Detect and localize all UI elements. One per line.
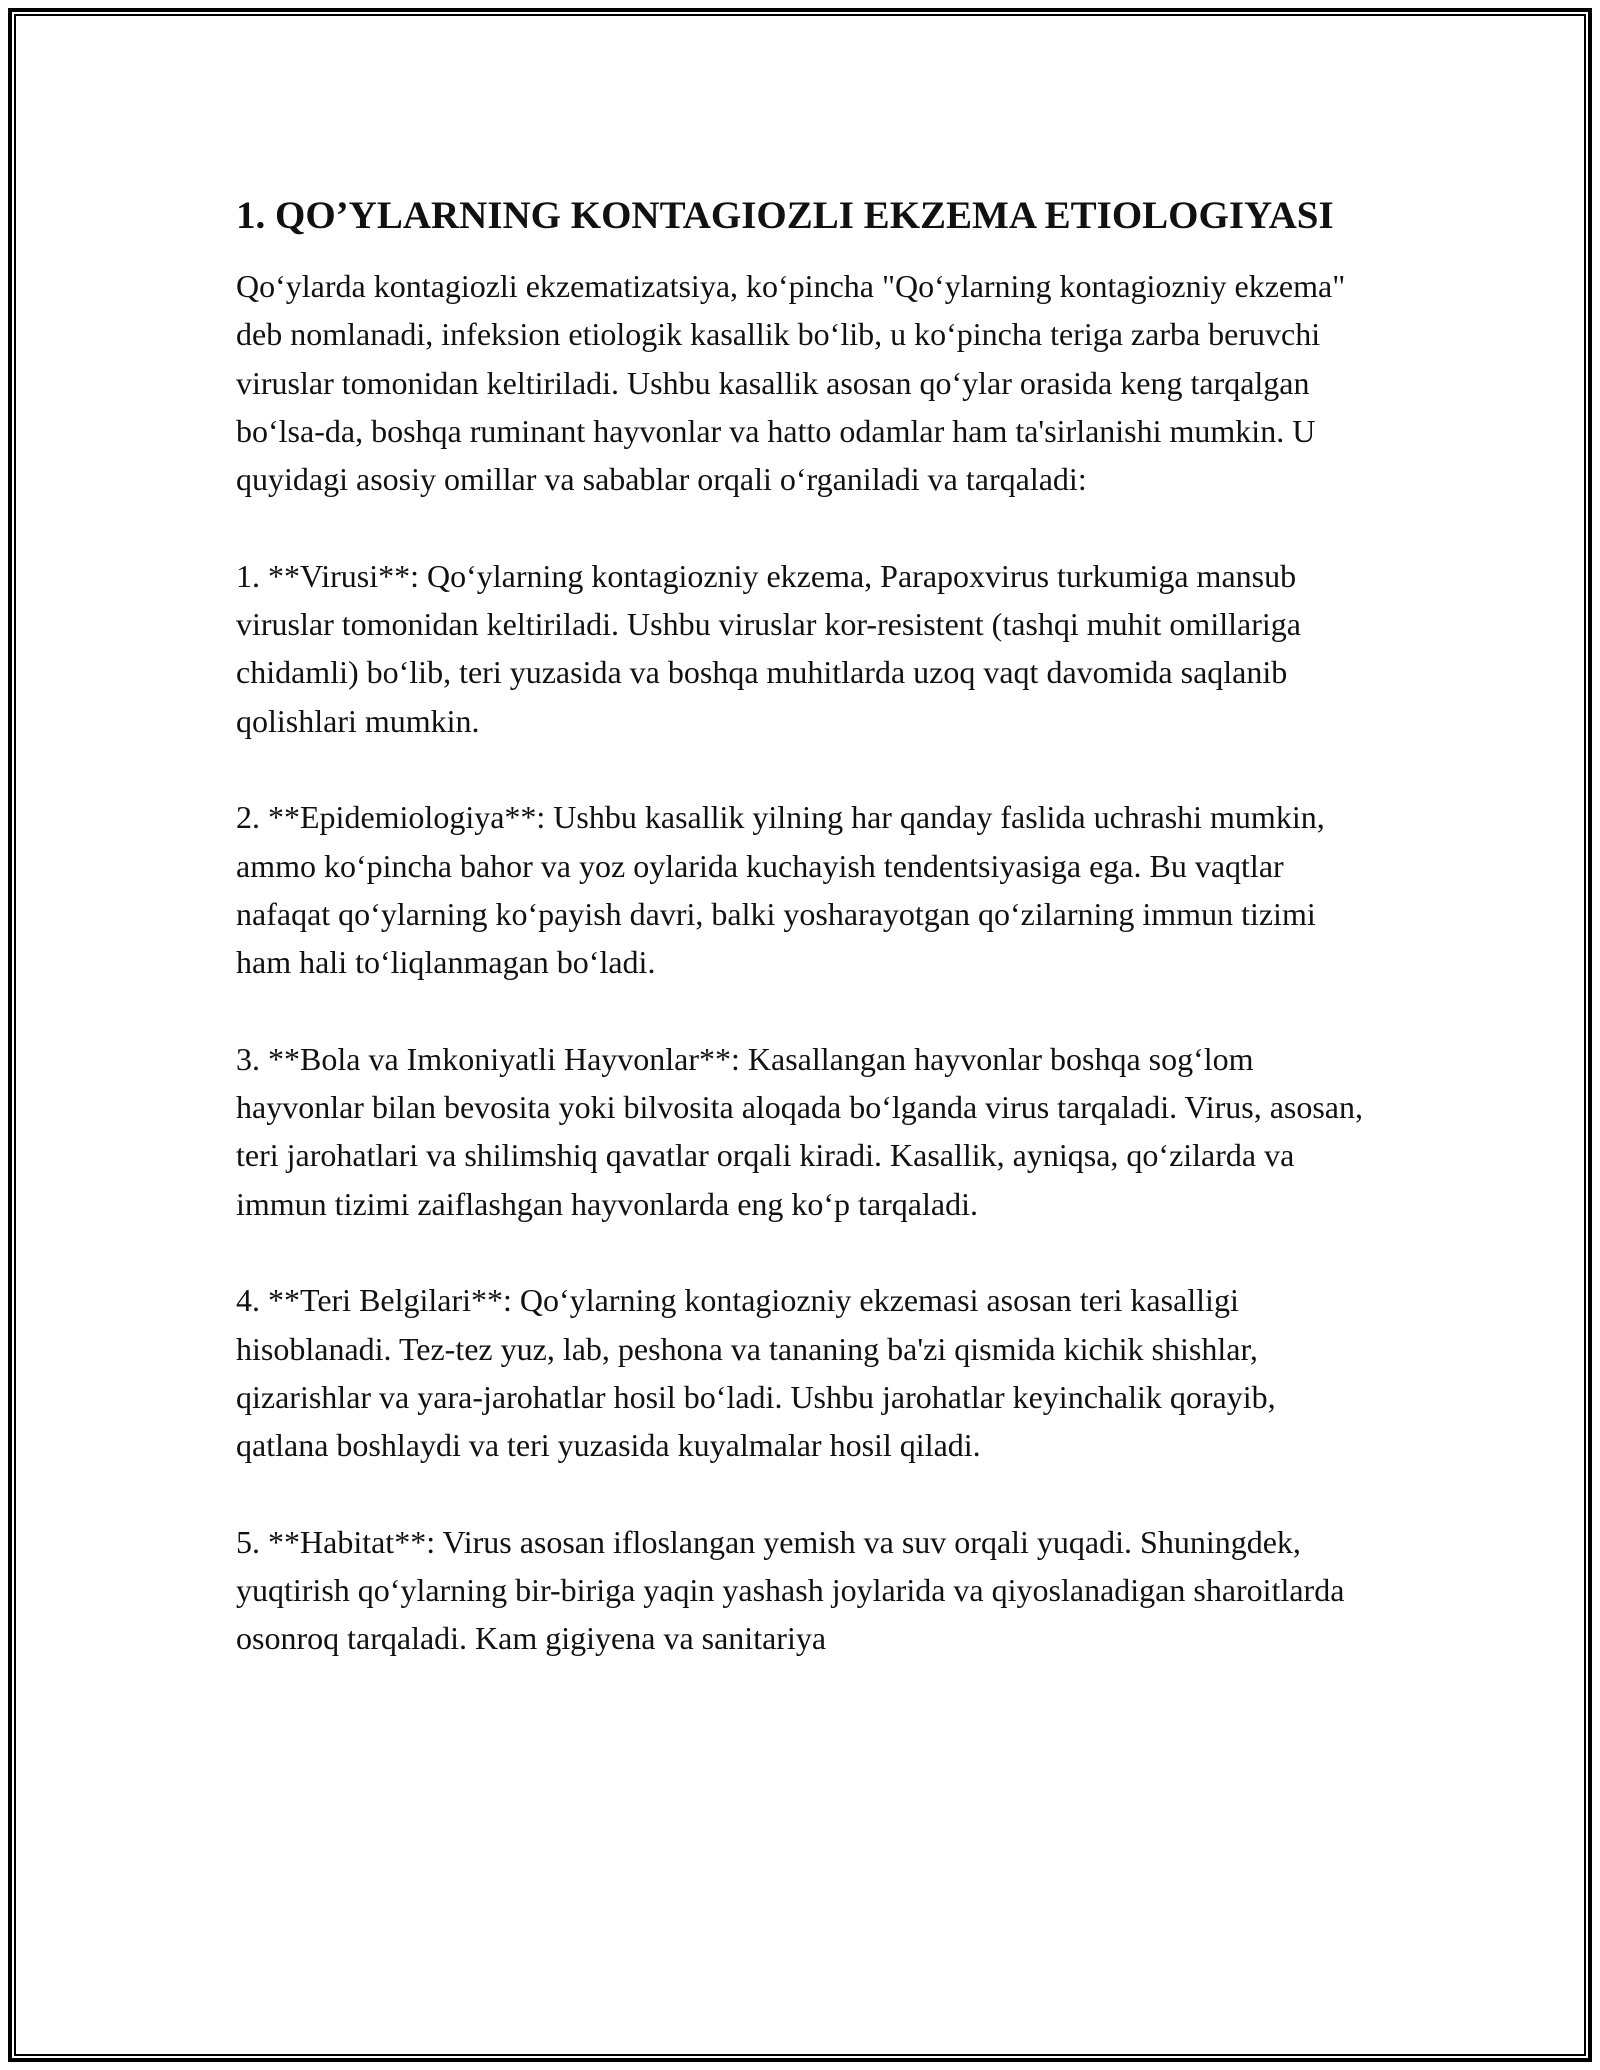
paragraph-habitat: 5. **Habitat**: Virus asosan ifloslangan yemish va suv orqali yuqadi. Shuningdek, yuqtirish qo‘ylarning bir-biriga yaqin yashash joylarida va qiyoslanadigan sharoitlarda osonroq tarqaladi. Kam gigiyena va sanitariya: [236, 1523, 1345, 1657]
paragraph-transmission: 3. **Bola va Imkoniyatli Hayvonlar**: Kasallangan hayvonlar boshqa sog‘lom hayvonlar bilan bevosita yoki bilvosita aloqada bo‘lganda virus tarqaladi. Virus, asosan, teri jarohatlari va shilimshiq qavatlar orqali kiradi. Kasallik, ayniqsa, qo‘zilarda va immun tizimi zaiflashgan hayvonlarda eng ko‘p tarqaladi.: [236, 1040, 1363, 1222]
paragraph-intro: Qo‘ylarda kontagiozli ekzematizatsiya, ko‘pincha "Qo‘ylarning kontagiozniy ekzema" deb nomlanadi, infeksion etiologik kasallik bo‘lib, u ko‘pincha teriga zarba beruvchi viruslar tomonidan keltiriladi. Ushbu kasallik asosan qo‘ylar orasida keng tarqalgan bo‘lsa-da, boshqa ruminant hayvonlar va hatto odamlar ham ta'sirlanishi mumkin. U quyidagi asosiy omillar va sabablar orqali o‘rganiladi va tarqaladi:: [236, 268, 1346, 498]
paragraph-epidemiology: 2. **Epidemiologiya**: Ushbu kasallik yilning har qanday faslida uchrashi mumkin, ammo ko‘pincha bahor va yoz oylarida kuchayish tendentsiyasiga ega. Bu vaqtlar nafaqat qo‘ylarning ko‘payish davri, balki yosharayotgan qo‘zilarning immun tizimi ham hali to‘liqlanmagan bo‘ladi.: [236, 799, 1325, 981]
paragraph-skin-signs: 4. **Teri Belgilari**: Qo‘ylarning kontagiozniy ekzemasi asosan teri kasalligi hisoblanadi. Tez-tez yuz, lab, peshona va tananing ba'zi qismida kichik shishlar, qizarishlar va yara-jarohatlar hosil bo‘ladi. Ushbu jarohatlar keyinchalik qorayib, qatlana boshlaydi va teri yuzasida kuyalmalar hosil qiladi.: [236, 1282, 1276, 1464]
paragraph-virus: 1. **Virusi**: Qo‘ylarning kontagiozniy ekzema, Parapoxvirus turkumiga mansub viruslar tomonidan keltiriladi. Ushbu viruslar kor-resistent (tashqi muhit omillariga chidamli) bo‘lib, teri yuzasida va boshqa muhitlarda uzoq vaqt davomida saqlanib qolishlari mumkin.: [236, 557, 1301, 739]
document-body: [236, 188, 1366, 1711]
document-title: 1. QO’YLARNING KONTAGIOZLI EKZEMA ETIOLOGIYASI: [236, 194, 1334, 237]
